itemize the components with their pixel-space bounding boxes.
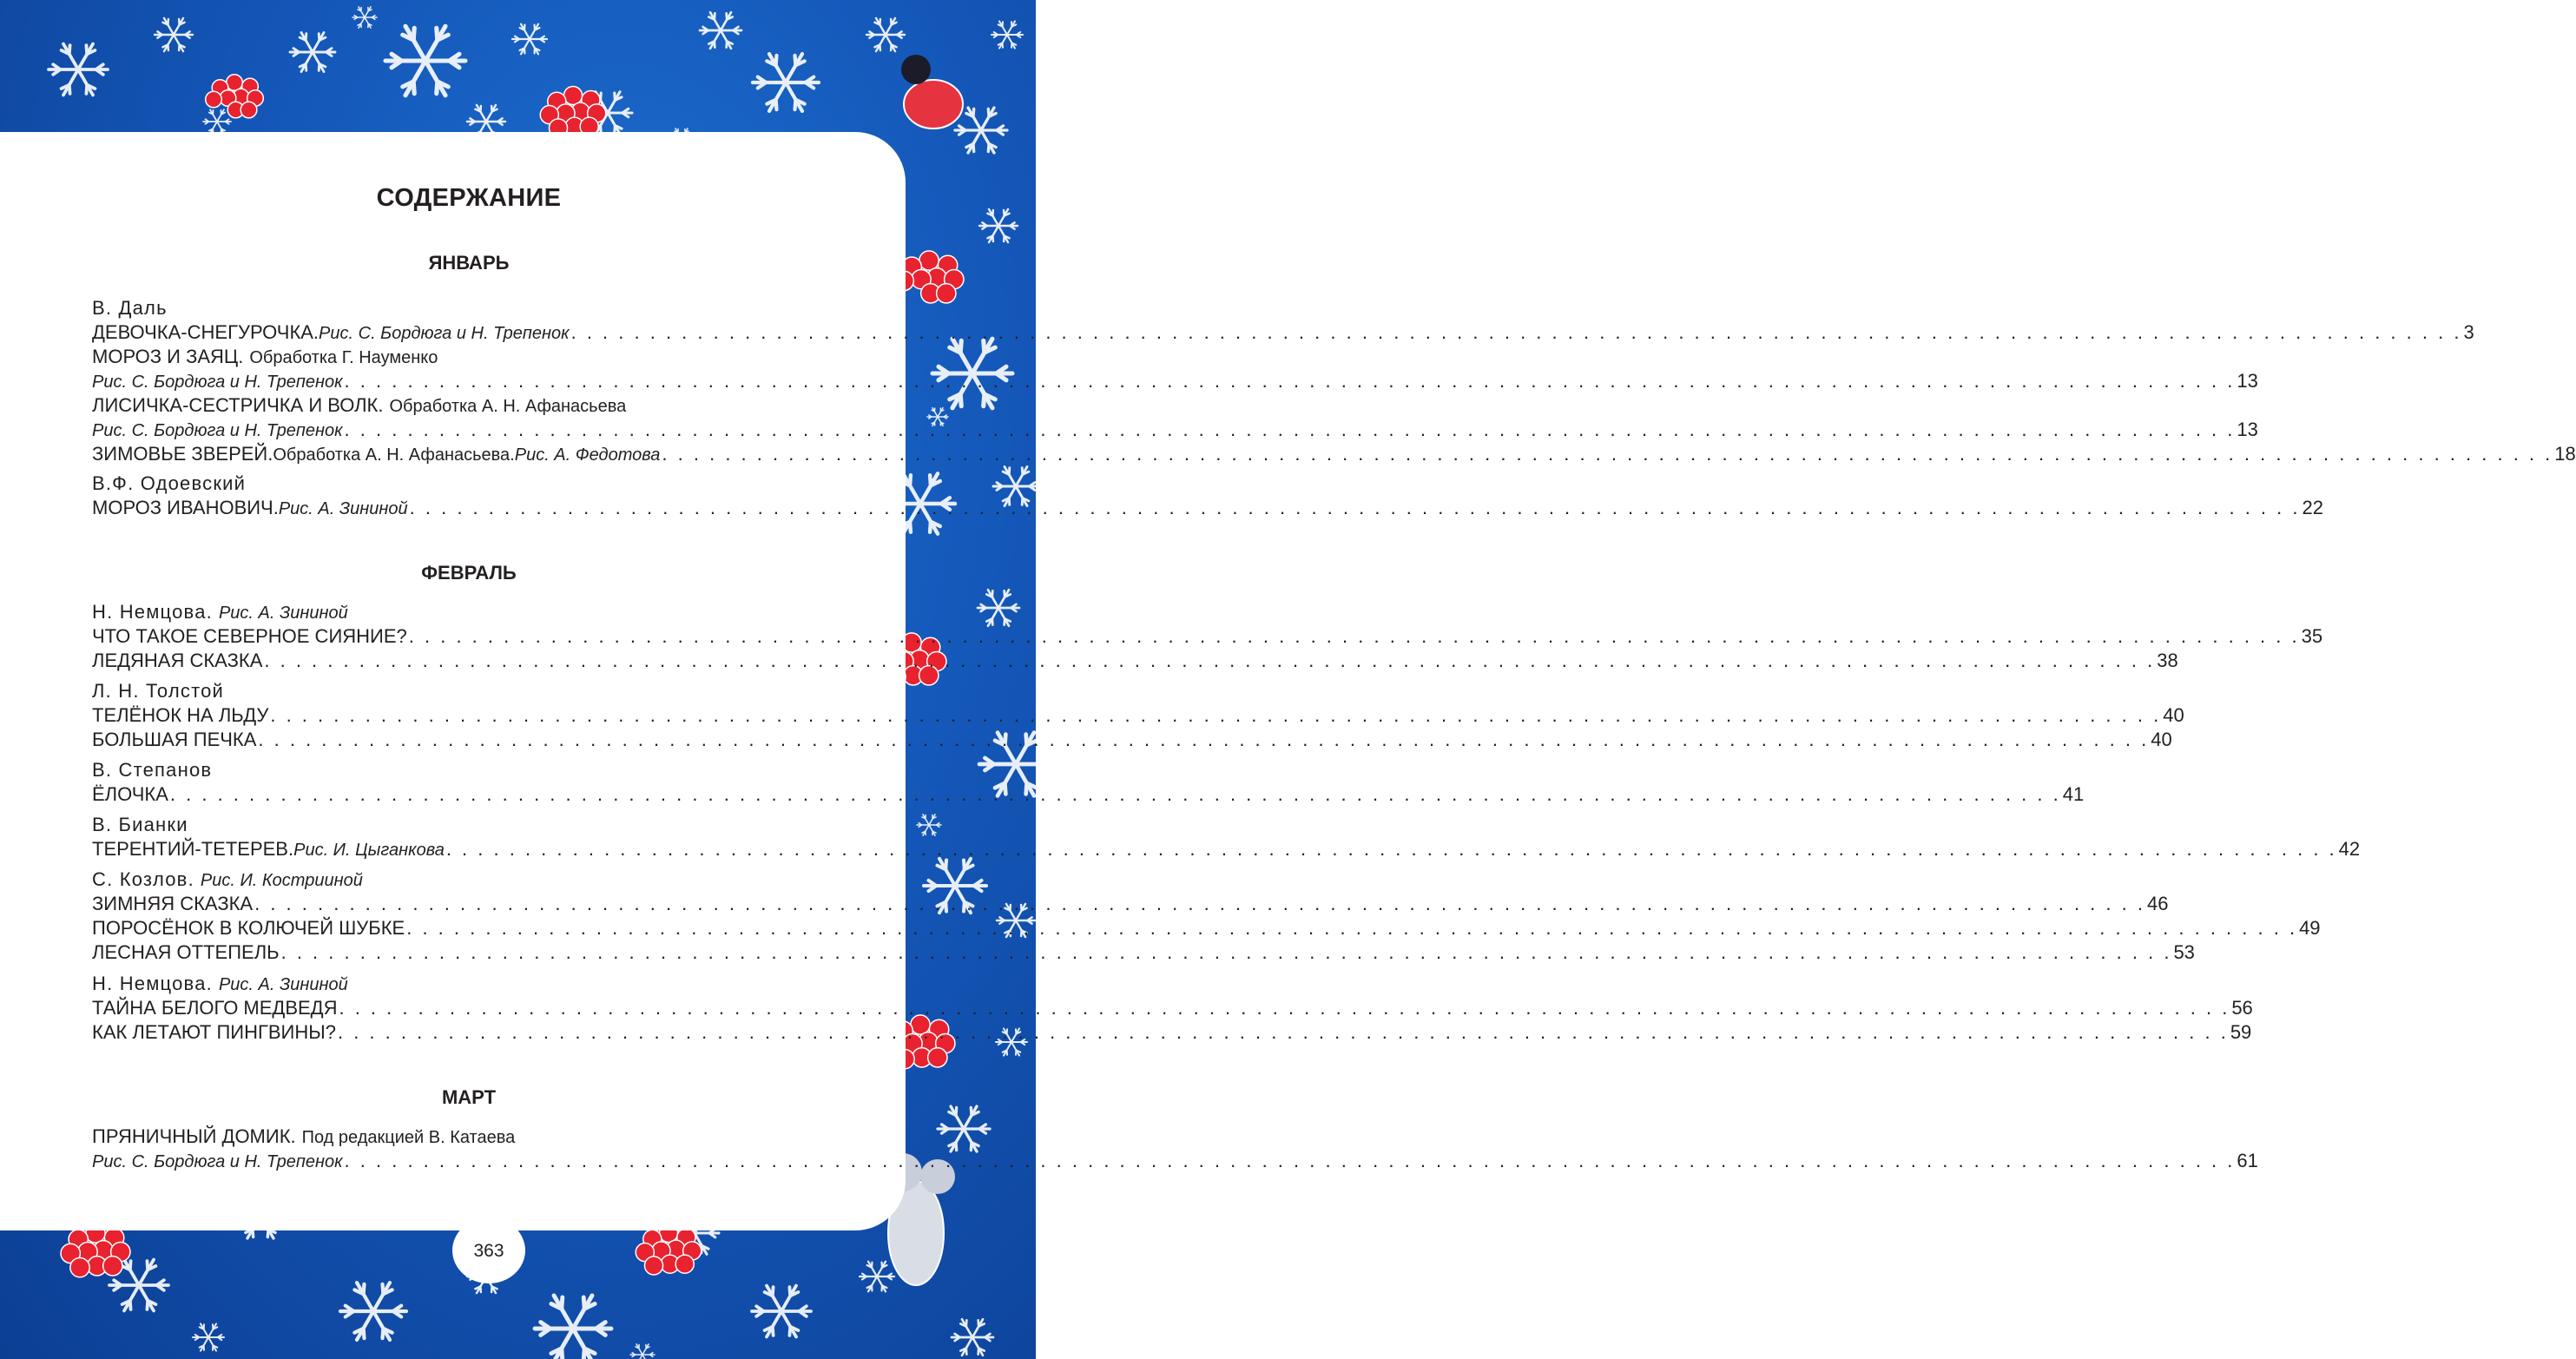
snowflake-icon <box>952 1319 993 1356</box>
month-heading-february: ФЕВРАЛЬ <box>421 562 517 584</box>
toc-entry <box>92 838 2361 862</box>
leader-dots: . . . . . . . . . . . . . . . . . . . . . . . . . . . . . . . . . . . . . . . . . . . . . . . . . . . . . . . . . . . . . . . . . . . . . . . . . . . . . . . . . . . . . . . . . . . . . . . . . . . . . . . . . . . . . . . . . . . . . . . . <box>258 729 2150 750</box>
toc-author <box>92 680 846 704</box>
toc-author <box>92 868 846 893</box>
author-name: С. Козлов. <box>92 868 194 890</box>
author-name: В.Ф. Одоевский <box>92 472 247 494</box>
story-title: МОРОЗ ИВАНОВИЧ. <box>92 497 279 518</box>
rowan-berry-icon <box>103 1257 122 1276</box>
rowan-berry-icon <box>240 102 257 118</box>
leader-dots: . . . . . . . . . . . . . . . . . . . . . . . . . . . . . . . . . . . . . . . . . . . . . . . . . . . . . . . . . . . . . . . . . . . . . . . . . . . . . . . . . . . . . . . . . . . . . . . . . . . . . . . . . . . . . . . . . . . . . . . . <box>264 650 2156 671</box>
illustrator: Рис. С. Бордюга и Н. Трепенок <box>319 324 570 343</box>
author-name: В. Степанов <box>92 759 213 781</box>
snowflake-icon <box>860 1262 894 1292</box>
leader-dots: . . . . . . . . . . . . . . . . . . . . . . . . . . . . . . . . . . . . . . . . . . . . . . . . . . . . . . . . . . . . . . . . . . . . . . . . . . . . . . . . . . . . . . . . . . . . . . . . . . . . . . . . . . . . . . . . . . . . . . . . <box>254 893 2145 914</box>
page-ref: 35 <box>2301 625 2323 647</box>
toc-author <box>92 973 846 997</box>
leader-dots: . . . . . . . . . . . . . . . . . . . . . . . . . . . . . . . . . . . . . . . . . . . . . . . . . . . . . . . . . . . . . . . . . . . . . . . . . . . . . . . . . . . . . . . . . . . . . . . . . . . . . . . . . . . . . . . . . . . . . . . . <box>280 941 2172 963</box>
adaptation-note: Под редакцией В. Катаева <box>301 1128 516 1147</box>
toc-entry <box>92 893 2169 917</box>
toc-entry <box>92 419 2258 443</box>
toc-entry <box>92 625 2323 650</box>
story-title: ЛЕДЯНАЯ СКАЗКА <box>92 650 263 671</box>
leader-dots: . . . . . . . . . . . . . . . . . . . . . . . . . . . . . . . . . . . . . . . . . . . . . . . . . . . . . . . . . . . . . . . . . . . . . . . . . . . . . . . . . . . . . . . . . . . . . . . . . . . . . . . . . . . . . . . . . . . . . . . . <box>409 497 2301 518</box>
toc-author <box>92 297 846 321</box>
leader-dots: . . . . . . . . . . . . . . . . . . . . . . . . . . . . . . . . . . . . . . . . . . . . . . . . . . . . . . . . . . . . . . . . . . . . . . . . . . . . . . . . . . . . . . . . . . . . . . . . . . . . . . . . . . . . . . . . . . . . . . . . <box>339 997 2230 1019</box>
illustrator: Рис. А. Зининой <box>218 604 348 623</box>
snowflake-icon <box>512 24 547 55</box>
author-name: Н. Немцова. <box>92 973 213 994</box>
story-title: ЗИМОВЬЕ ЗВЕРЕЙ. <box>92 443 273 465</box>
rowan-berry-icon <box>928 1048 947 1067</box>
illustrator: Рис. С. Бордюга и Н. Трепенок <box>92 373 343 392</box>
page-number: 363 <box>452 1217 525 1283</box>
page-ref: 18 <box>2554 443 2576 465</box>
illustrator: Рис. И. Кострииной <box>200 871 363 890</box>
toc-entry <box>92 1150 2258 1174</box>
snowflake-icon <box>193 1323 224 1350</box>
page-ref: 53 <box>2173 941 2195 963</box>
toc-entry <box>92 443 2576 467</box>
month-heading-march: МАРТ <box>441 1086 497 1108</box>
leader-dots: . . . . . . . . . . . . . . . . . . . . . . . . . . . . . . . . . . . . . . . . . . . . . . . . . . . . . . . . . . . . . . . . . . . . . . . . . . . . . . . . . . . . . . . . . . . . . . . . . . . . . . . . . . . . . . . . . . . . . . . . <box>570 321 2462 343</box>
toc-entry <box>92 346 846 370</box>
page-ref: 22 <box>2302 497 2323 518</box>
rowan-berry-icon <box>563 86 582 104</box>
illustrator: Рис. А. Зининой <box>278 499 408 518</box>
leader-dots: . . . . . . . . . . . . . . . . . . . . . . . . . . . . . . . . . . . . . . . . . . . . . . . . . . . . . . . . . . . . . . . . . . . . . . . . . . . . . . . . . . . . . . . . . . . . . . . . . . . . . . . . . . . . . . . . . . . . . . . . <box>662 443 2553 465</box>
toc-author <box>92 759 846 783</box>
author-name: Н. Немцова. <box>92 601 213 623</box>
leader-dots: . . . . . . . . . . . . . . . . . . . . . . . . . . . . . . . . . . . . . . . . . . . . . . . . . . . . . . . . . . . . . . . . . . . . . . . . . . . . . . . . . . . . . . . . . . . . . . . . . . . . . . . . . . . . . . . . . . . . . . . . <box>406 917 2298 939</box>
toc-entry <box>92 321 2474 346</box>
snowflake-icon <box>340 1283 406 1340</box>
snowflake-icon <box>955 108 1007 153</box>
page-ref: 3 <box>2463 321 2474 343</box>
snowflake-icon <box>535 1296 611 1359</box>
bullfinch-icon <box>904 80 963 129</box>
page-ref: 41 <box>2062 783 2085 805</box>
author-name: В. Бианки <box>92 814 188 835</box>
snowflake-icon <box>752 1286 811 1337</box>
page-ref: 38 <box>2157 650 2178 671</box>
leader-dots: . . . . . . . . . . . . . . . . . . . . . . . . . . . . . . . . . . . . . . . . . . . . . . . . . . . . . . . . . . . . . . . . . . . . . . . . . . . . . . . . . . . . . . . . . . . . . . . . . . . . . . . . . . . . . . . . . . . . . . . . <box>270 704 2162 726</box>
rowan-berry-icon <box>70 1257 89 1277</box>
illustrator: Рис. С. Бордюга и Н. Трепенок <box>92 1152 343 1171</box>
snowflake-icon <box>385 26 465 96</box>
adaptation-note: Обработка А. Н. Афанасьева. <box>273 445 515 465</box>
leader-dots: . . . . . . . . . . . . . . . . . . . . . . . . . . . . . . . . . . . . . . . . . . . . . . . . . . . . . . . . . . . . . . . . . . . . . . . . . . . . . . . . . . . . . . . . . . . . . . . . . . . . . . . . . . . . . . . . . . . . . . . . <box>408 625 2300 647</box>
page-ref: 49 <box>2299 917 2321 939</box>
bullfinch-head-icon <box>901 55 931 84</box>
snowflake-icon <box>49 44 108 96</box>
page-ref: 46 <box>2146 893 2169 914</box>
snowflake-icon <box>992 21 1023 48</box>
story-title: ТЕЛЁНОК НА ЛЬДУ <box>92 704 269 726</box>
leader-dots: . . . . . . . . . . . . . . . . . . . . . . . . . . . . . . . . . . . . . . . . . . . . . . . . . . . . . . . . . . . . . . . . . . . . . . . . . . . . . . . . . . . . . . . . . . . . . . . . . . . . . . . . . . . . . . . . . . . . . . . . <box>337 1021 2229 1043</box>
story-title: МОРОЗ И ЗАЯЦ. <box>92 346 244 367</box>
snowflake-icon <box>753 54 819 111</box>
story-title: ТАЙНА БЕЛОГО МЕДВЕДЯ <box>92 997 338 1019</box>
toc-entry <box>92 729 2172 753</box>
toc-author <box>92 472 846 497</box>
page-ref: 13 <box>2237 419 2258 440</box>
story-title: ЗИМНЯЯ СКАЗКА <box>92 893 254 914</box>
leader-dots: . . . . . . . . . . . . . . . . . . . . . . . . . . . . . . . . . . . . . . . . . . . . . . . . . . . . . . . . . . . . . . . . . . . . . . . . . . . . . . . . . . . . . . . . . . . . . . . . . . . . . . . . . . . . . . . . . . . . . . . . <box>445 838 2337 860</box>
toc-entry <box>92 650 2178 674</box>
snowflake-icon <box>917 815 941 835</box>
snowflake-icon <box>203 109 231 134</box>
leader-dots: . . . . . . . . . . . . . . . . . . . . . . . . . . . . . . . . . . . . . . . . . . . . . . . . . . . . . . . . . . . . . . . . . . . . . . . . . . . . . . . . . . . . . . . . . . . . . . . . . . . . . . . . . . . . . . . . . . . . . . . . <box>344 419 2236 440</box>
page-ref: 13 <box>2237 370 2258 392</box>
page-ref: 40 <box>2151 729 2172 750</box>
illustrator: Рис. И. Цыганкова <box>293 841 445 860</box>
toc-author <box>92 814 846 838</box>
adaptation-note: Обработка А. Н. Афанасьева <box>389 397 627 416</box>
toc-entry <box>92 941 2195 966</box>
illustrator: Рис. А. Зининой <box>218 975 348 994</box>
page-ref: 56 <box>2231 997 2253 1019</box>
story-title: ЛЕСНАЯ ОТТЕПЕЛЬ <box>92 941 280 963</box>
story-title: ЛИСИЧКА-СЕСТРИЧКА И ВОЛК. <box>92 394 384 416</box>
rowan-berry-icon <box>675 1255 694 1273</box>
page-ref: 61 <box>2237 1150 2258 1171</box>
story-title: ДЕВОЧКА-СНЕГУРОЧКА. <box>92 321 320 343</box>
page-ref: 40 <box>2163 704 2184 726</box>
toc-entry <box>92 997 2253 1021</box>
snowflake-icon <box>938 1106 990 1151</box>
toc-entry <box>92 783 2085 808</box>
page-ref: 42 <box>2338 838 2361 860</box>
story-title: ТЕРЕНТИЙ-ТЕТЕРЕВ. <box>92 838 294 860</box>
story-title: ЧТО ТАКОЕ СЕВЕРНОЕ СИЯНИЕ? <box>92 625 407 647</box>
leader-dots: . . . . . . . . . . . . . . . . . . . . . . . . . . . . . . . . . . . . . . . . . . . . . . . . . . . . . . . . . . . . . . . . . . . . . . . . . . . . . . . . . . . . . . . . . . . . . . . . . . . . . . . . . . . . . . . . . . . . . . . . <box>344 370 2236 392</box>
toc-entry <box>92 917 2321 941</box>
snowflake-icon <box>978 590 1019 626</box>
snowflake-icon <box>866 18 905 51</box>
snowflake-icon <box>979 209 1018 242</box>
author-name: В. Даль <box>92 297 168 319</box>
toc-entry <box>92 704 2184 729</box>
toc-entry <box>92 370 2258 394</box>
snowflake-icon <box>290 32 335 71</box>
story-title: ПОРОСЁНОК В КОЛЮЧЕЙ ШУБКЕ <box>92 917 405 939</box>
illustrator: Рис. А. Федотова <box>514 445 661 465</box>
snowflake-icon <box>352 7 377 28</box>
rowan-berry-icon <box>937 284 956 303</box>
story-title: ПРЯНИЧНЫЙ ДОМИК. <box>92 1125 296 1147</box>
rowan-berry-icon <box>206 91 222 108</box>
illustrator: Рис. С. Бордюга и Н. Трепенок <box>92 421 343 440</box>
snowflake-icon <box>155 18 193 51</box>
toc-author <box>92 601 846 625</box>
author-name: Л. Н. Толстой <box>92 680 225 702</box>
toc-entry <box>92 497 2323 521</box>
page-title: СОДЕРЖАНИЕ <box>376 184 562 212</box>
toc-entry <box>92 1021 2252 1046</box>
snowflake-icon <box>630 1344 655 1359</box>
story-title: ЁЛОЧКА <box>92 783 168 805</box>
adaptation-note: Обработка Г. Науменко <box>249 348 438 367</box>
rowan-berry-icon <box>644 1257 662 1275</box>
leader-dots: . . . . . . . . . . . . . . . . . . . . . . . . . . . . . . . . . . . . . . . . . . . . . . . . . . . . . . . . . . . . . . . . . . . . . . . . . . . . . . . . . . . . . . . . . . . . . . . . . . . . . . . . . . . . . . . . . . . . . . . . <box>344 1150 2236 1171</box>
page-ref: 59 <box>2230 1021 2252 1043</box>
snowflake-icon <box>700 12 741 49</box>
toc-entry <box>92 1125 846 1150</box>
month-heading-january: ЯНВАРЬ <box>428 252 510 274</box>
story-title: КАК ЛЕТАЮТ ПИНГВИНЫ? <box>92 1021 336 1043</box>
story-title: БОЛЬШАЯ ПЕЧКА <box>92 729 257 750</box>
leader-dots: . . . . . . . . . . . . . . . . . . . . . . . . . . . . . . . . . . . . . . . . . . . . . . . . . . . . . . . . . . . . . . . . . . . . . . . . . . . . . . . . . . . . . . . . . . . . . . . . . . . . . . . . . . . . . . . . . . . . . . . . <box>169 783 2061 805</box>
toc-entry <box>92 394 846 419</box>
